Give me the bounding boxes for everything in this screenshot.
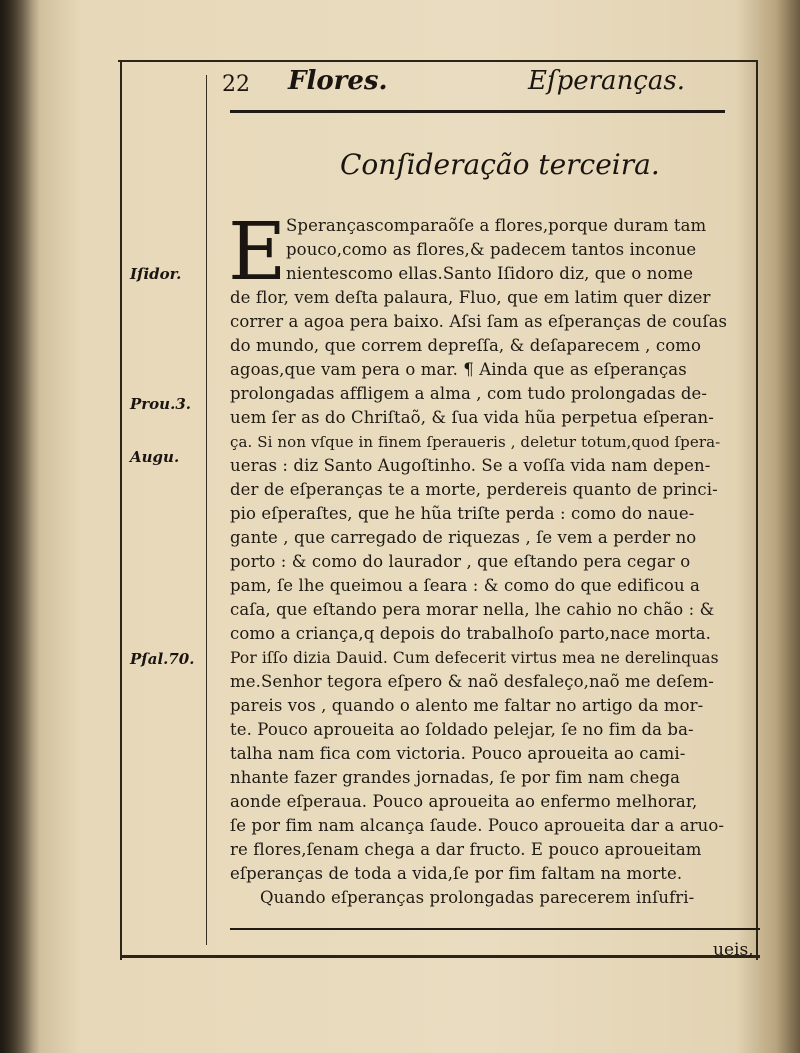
page-frame-bottom xyxy=(120,955,760,958)
text-line: prolongadas affligem a alma , com tudo prolongadas de- xyxy=(230,384,708,403)
text-line: pareis vos , quando o alento me faltar no artigo da mor- xyxy=(230,696,704,715)
margin-note-augustine: Augu. xyxy=(130,448,180,466)
text-line: do mundo, que correm depreſſa, & deſaparecem , como xyxy=(230,336,702,355)
text-line: talha nam fica com victoria. Pouco aproueita ao cami- xyxy=(230,744,686,763)
text-line: porto : & como do laurador , que eſtando pera cegar o xyxy=(230,552,691,571)
text-line: te. Pouco aproueita ao ſoldado pelejar, ſe no fim da ba- xyxy=(230,720,694,739)
text-line: aonde eſperaua. Pouco aproueita ao enfermo melhorar, xyxy=(230,792,698,811)
margin-rule xyxy=(206,75,207,945)
text-line: nientescomo ellas.Santo Iſidoro diz, que o nome xyxy=(286,264,694,283)
catchword: ueis, xyxy=(713,940,754,960)
spine-shadow xyxy=(0,0,40,1053)
text-line: der de eſperanças te a morte, perdereis quanto de princi- xyxy=(230,480,718,499)
text-line: caſa, que eſtando pera morar nella, lhe cahio no chão : & xyxy=(230,600,715,619)
page-number: 22 xyxy=(222,72,250,97)
text-line: pam, ſe lhe queimou a ſeara : & como do que edificou a xyxy=(230,576,700,595)
text-line: me.Senhor tegora eſpero & naõ desfaleço,naõ me deſem- xyxy=(230,672,714,691)
margin-note-proverbs: Prou.3. xyxy=(130,395,191,413)
text-line: uem ſer as do Chriſtaõ, & ſua vida hũa perpetua eſperan- xyxy=(230,408,714,427)
margin-note-isidor: Iſidor. xyxy=(130,265,182,283)
text-line: Quando eſperanças prolongadas parecerem inſufri- xyxy=(260,888,695,907)
page-frame-top xyxy=(118,60,758,62)
running-head-right: Eſperanças. xyxy=(528,66,685,96)
text-line: nhante fazer grandes jornadas, ſe por fim nam chega xyxy=(230,768,681,787)
text-line: ça. Si non vſque in finem ſperaueris , deletur totum,quod ſpera- xyxy=(230,433,721,451)
text-line: correr a agoa pera baixo. Aſsi ſam as eſperanças de couſas xyxy=(230,312,728,331)
text-line: pouco,como as flores,& padecem tantos inconue xyxy=(286,240,697,259)
running-head-left: Flores. xyxy=(288,66,388,96)
text-line: de flor, vem deſta palaura, Fluo, que em latim quer dizer xyxy=(230,288,711,307)
text-line: pio eſperaſtes, que he hũa triſte perda : como do naue- xyxy=(230,504,695,523)
drop-cap: E xyxy=(228,205,287,298)
text-line: Por iſſo dizia Dauid. Cum defecerit virtus mea ne derelinquas xyxy=(230,649,719,667)
text-line: como a criança,q depois do trabalhoſo parto,nace morta. xyxy=(230,624,712,643)
text-line: re flores,ſenam chega a dar fructo. E pouco aproueitam xyxy=(230,840,702,859)
text-line: eſperanças de toda a vida,ſe por fim faltam na morte. xyxy=(230,864,683,883)
text-line: Sperançascomparaõſe a flores,porque duram tam xyxy=(286,216,707,235)
footer-rule xyxy=(230,928,760,930)
section-title: Conſideração terceira. xyxy=(340,148,660,181)
margin-note-psalm: Pſal.70. xyxy=(130,650,195,668)
page-frame-left xyxy=(120,60,122,960)
text-line: agoas,que vam pera o mar. ¶ Ainda que as eſperanças xyxy=(230,360,687,379)
header-rule xyxy=(230,110,725,113)
text-line: gante , que carregado de riquezas , ſe vem a perder no xyxy=(230,528,697,547)
text-line: ſe por fim nam alcança ſaude. Pouco aproueita dar a aruo- xyxy=(230,816,725,835)
text-line: ueras : diz Santo Augoſtinho. Se a voſſa vida nam depen- xyxy=(230,456,711,475)
